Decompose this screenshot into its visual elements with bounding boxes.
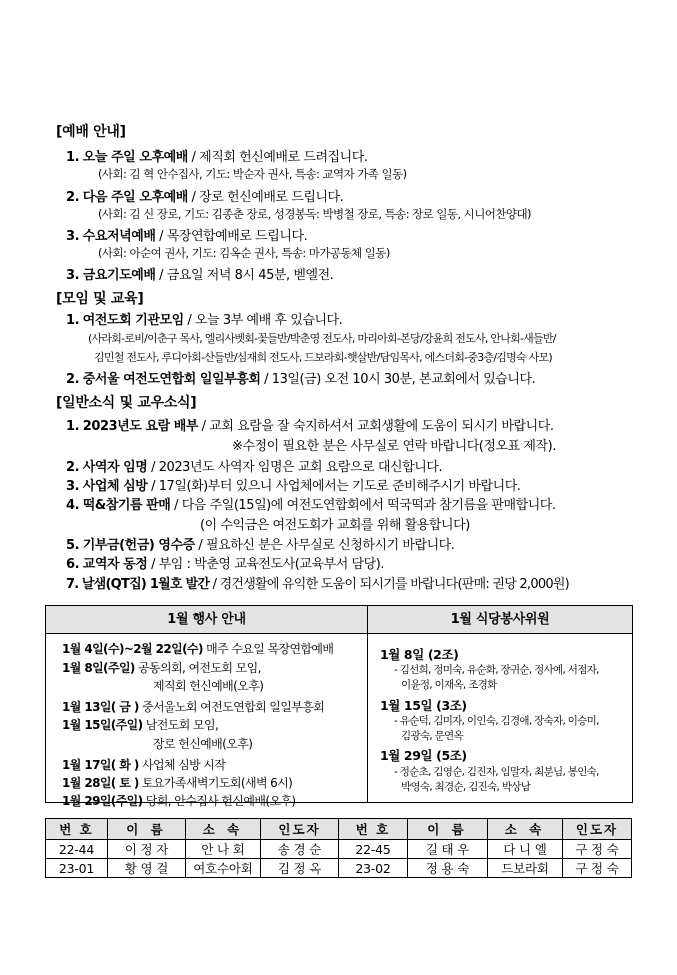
worship-item-2: 2. 다음 주일 오후예배 / 장로 헌신예배로 드립니다. xyxy=(66,190,344,205)
event-row: 1월 17일( 화 ) 사업체 심방 시작 xyxy=(62,758,226,772)
news-item-2: 2. 사역자 임명 / 2023년도 사역자 임명은 교회 요람으로 대신합니다. xyxy=(66,460,443,475)
worship-item-2-detail: (사회: 김 신 장로, 기도: 김종춘 장로, 성경봉독: 박병철 장로, 특송: 장로 일동, 시니어찬양대) xyxy=(98,207,531,221)
col-number: 번 호 xyxy=(46,819,108,840)
cell: 정 용 숙 xyxy=(408,859,488,878)
january-schedule-box xyxy=(45,605,633,808)
news-item-6: 6. 교역자 동정 / 부임 : 박춘영 교육전도사(교육부서 담당). xyxy=(66,557,385,572)
col-leader: 인도자 xyxy=(563,819,632,840)
meeting-item-1-detail-2: 김민철 전도사, 루디아회-산들반/심재희 전도사, 드보라회-햇살반/담임목사, 에스더회-중3층/김명숙 사모) xyxy=(94,351,552,364)
cell: 드보라회 xyxy=(488,859,563,878)
event-row: 1월 29일(주일) 당회, 안수집사 헌신예배(오후) xyxy=(62,794,296,808)
meal-group-names: - 김선희, 정미숙, 유순화, 장귀순, 정사예, 서점자, xyxy=(394,664,599,676)
cell: 다 니 엘 xyxy=(488,840,563,859)
table-row xyxy=(46,840,632,859)
meeting-item-1-detail-1: (사라회-로비/이춘구 목사, 엘리사벳회-꽃들반/박춘영 전도사, 마리아회-본당/강윤희 전도사, 안나회-새들반/ xyxy=(88,332,556,345)
table-header-row xyxy=(46,819,632,840)
cell: 이 정 자 xyxy=(108,840,186,859)
worship-item-4: 3. 금요기도예배 / 금요일 저녁 8시 45분, 벧엘전. xyxy=(66,268,334,283)
cell: 23-02 xyxy=(339,859,408,878)
worship-item-1-detail: (사회: 김 혁 안수집사, 기도: 박순자 권사, 특송: 교역자 가족 일동) xyxy=(98,167,407,181)
news-item-4-note: (이 수익금은 여전도회가 교회를 위해 활용합니다) xyxy=(200,518,470,533)
col-number: 번 호 xyxy=(339,819,408,840)
cell: 황 영 걸 xyxy=(108,859,186,878)
cell: 23-01 xyxy=(46,859,108,878)
meeting-item-1: 1. 여전도회 기관모임 / 오늘 3부 예배 후 있습니다. xyxy=(66,313,343,328)
cell: 김 정 옥 xyxy=(261,859,339,878)
event-row: 1월 8일(주일) 공동의회, 여전도회 모임, xyxy=(62,661,261,675)
cell: 22-44 xyxy=(46,840,108,859)
meal-group-names: - 유순덕, 김미자, 이인숙, 김경애, 장숙자, 이승미, xyxy=(394,715,599,727)
events-title: 1월 행사 안내 xyxy=(46,606,367,634)
worship-item-3-detail: (사회: 아순여 권사, 기도: 김옥순 권사, 특송: 마가공동체 일동) xyxy=(98,246,390,260)
event-row: 1월 28일( 토 ) 토요가족새벽기도회(새벽 6시) xyxy=(62,776,293,790)
col-name: 이 름 xyxy=(108,819,186,840)
cell: 22-45 xyxy=(339,840,408,859)
meal-group-date: 1월 8일 (2조) xyxy=(380,647,459,662)
event-row-cont: 장로 헌신예배(오후) xyxy=(153,737,253,751)
meal-group-names: 박영숙, 최경순, 김진숙, 박상남 xyxy=(401,781,531,793)
col-name: 이 름 xyxy=(408,819,488,840)
meeting-section-title: [모임 및 교육] xyxy=(56,291,144,307)
cell: 길 태 우 xyxy=(408,840,488,859)
worship-section-title: [예배 안내] xyxy=(56,124,126,140)
news-item-5: 5. 기부금(헌금) 영수증 / 필요하신 분은 사무실로 신청하시기 바랍니다. xyxy=(66,538,455,553)
new-members-table xyxy=(45,818,632,878)
cell: 안 나 회 xyxy=(186,840,261,859)
news-section-title: [일반소식 및 교우소식] xyxy=(56,395,197,411)
cell: 여호수아회 xyxy=(186,859,261,878)
news-item-1: 1. 2023년도 요람 배부 / 교회 요람을 잘 숙지하셔서 교회생활에 도움이 되시기 바랍니다. xyxy=(66,419,554,434)
event-row: 1월 13일( 금 ) 중서울노회 여전도연합회 일일부흥회 xyxy=(62,700,325,714)
meal-group-date: 1월 29일 (5조) xyxy=(380,748,467,763)
meeting-item-2: 2. 중서울 여전도연합회 일일부흥회 / 13일(금) 오전 10시 30분, 본교회에서 있습니다. xyxy=(66,372,536,387)
col-leader: 인도자 xyxy=(261,819,339,840)
cell: 구 정 숙 xyxy=(563,840,632,859)
cell: 송 경 순 xyxy=(261,840,339,859)
news-item-4: 4. 떡&참기름 판매 / 다음 주일(15일)에 여전도연합회에서 떡국떡과 참기름을 판매합니다. xyxy=(66,498,556,513)
worship-item-1: 1. 오늘 주일 오후예배 / 제직회 헌신예배로 드려집니다. xyxy=(66,150,368,165)
col-group: 소 속 xyxy=(488,819,563,840)
box-divider xyxy=(367,606,368,802)
meal-group-names: - 정순초, 김영순, 김진자, 임말자, 최분님, 봉인숙, xyxy=(394,766,599,778)
news-item-3: 3. 사업체 심방 / 17일(화)부터 있으니 사업체에서는 기도로 준비해주시기 바랍니다. xyxy=(66,479,521,494)
table-row xyxy=(46,859,632,878)
event-row: 1월 15일(주일) 남전도회 모임, xyxy=(62,718,219,732)
meal-group-date: 1월 15일 (3조) xyxy=(380,698,467,713)
meal-title: 1월 식당봉사위원 xyxy=(368,606,632,634)
cell: 구 정 숙 xyxy=(563,859,632,878)
event-row-cont: 제직회 헌신예배(오후) xyxy=(153,679,264,693)
col-group: 소 속 xyxy=(186,819,261,840)
meal-group-names: 김광숙, 문연옥 xyxy=(401,730,463,742)
worship-item-3: 3. 수요저녁예배 / 목장연합예배로 드립니다. xyxy=(66,229,308,244)
meal-group-names: 이윤정, 이재옥, 조경화 xyxy=(401,679,497,691)
news-item-7: 7. 날샘(QT집) 1월호 발간 / 경건생활에 유익한 도움이 되시기를 바랍니다(판매: 권당 2,000원) xyxy=(66,577,570,592)
event-row: 1월 4일(수)~2월 22일(수) 매주 수요일 목장연합예배 xyxy=(62,642,334,656)
news-item-1-note: ※수정이 필요한 분은 사무실로 연락 바랍니다(정오표 제작). xyxy=(232,439,556,454)
